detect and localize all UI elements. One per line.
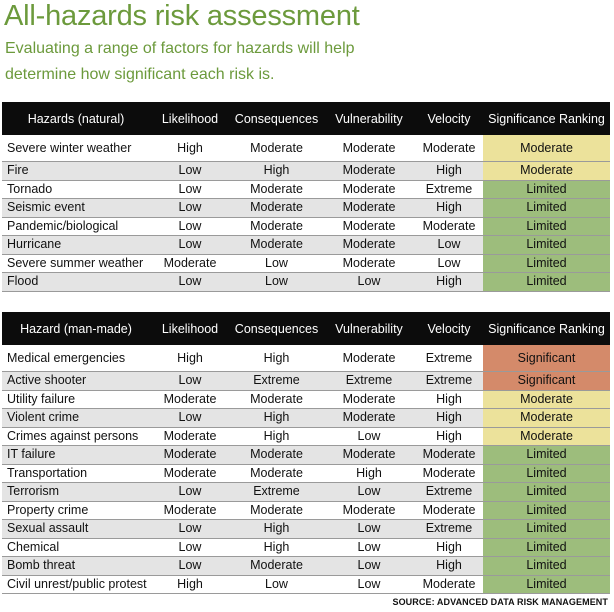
cell-velocity: High: [415, 409, 483, 428]
table-row: [2, 409, 610, 428]
cell-significance-ranking: Limited: [483, 217, 610, 236]
column-header-consequences: Consequences: [230, 312, 323, 345]
cell-likelihood: Low: [150, 538, 230, 557]
table-row: [2, 236, 610, 255]
cell-likelihood: Low: [150, 217, 230, 236]
cell-vulnerability: Moderate: [323, 135, 415, 162]
source-credit: SOURCE: ADVANCED DATA RISK MANAGEMENT: [392, 597, 608, 607]
cell-hazard: Active shooter: [2, 372, 150, 391]
column-header-vulnerability: Vulnerability: [323, 312, 415, 345]
cell-vulnerability: Low: [323, 483, 415, 502]
table-row: [2, 520, 610, 539]
table-row: [2, 557, 610, 576]
cell-vulnerability: Moderate: [323, 446, 415, 465]
column-header-vulnerability: Vulnerability: [323, 102, 415, 135]
cell-velocity: Moderate: [415, 501, 483, 520]
cell-significance-ranking: Limited: [483, 236, 610, 255]
column-header-velocity: Velocity: [415, 312, 483, 345]
cell-vulnerability: Moderate: [323, 180, 415, 199]
cell-hazard: Seismic event: [2, 199, 150, 218]
table-row: [2, 446, 610, 465]
cell-velocity: Extreme: [415, 180, 483, 199]
cell-likelihood: Moderate: [150, 501, 230, 520]
cell-velocity: High: [415, 390, 483, 409]
cell-velocity: Extreme: [415, 345, 483, 372]
table-row: [2, 199, 610, 218]
cell-consequences: Extreme: [230, 483, 323, 502]
cell-likelihood: Moderate: [150, 446, 230, 465]
cell-consequences: High: [230, 409, 323, 428]
cell-hazard: Civil unrest/public protest: [2, 575, 150, 594]
cell-vulnerability: Moderate: [323, 162, 415, 181]
cell-likelihood: High: [150, 135, 230, 162]
cell-velocity: High: [415, 557, 483, 576]
cell-velocity: Extreme: [415, 372, 483, 391]
table-row: [2, 390, 610, 409]
cell-vulnerability: Moderate: [323, 254, 415, 273]
cell-hazard: Medical emergencies: [2, 345, 150, 372]
cell-hazard: Fire: [2, 162, 150, 181]
cell-vulnerability: Extreme: [323, 372, 415, 391]
cell-consequences: Moderate: [230, 390, 323, 409]
cell-vulnerability: Low: [323, 538, 415, 557]
cell-velocity: Extreme: [415, 520, 483, 539]
cell-hazard: IT failure: [2, 446, 150, 465]
cell-significance-ranking: Limited: [483, 483, 610, 502]
cell-vulnerability: Moderate: [323, 345, 415, 372]
cell-consequences: Moderate: [230, 464, 323, 483]
cell-significance-ranking: Moderate: [483, 390, 610, 409]
cell-likelihood: Moderate: [150, 390, 230, 409]
cell-velocity: High: [415, 427, 483, 446]
cell-hazard: Severe winter weather: [2, 135, 150, 162]
cell-consequences: Extreme: [230, 372, 323, 391]
cell-likelihood: Low: [150, 199, 230, 218]
column-header-hazard: Hazard (man-made): [2, 312, 150, 345]
table-row: [2, 180, 610, 199]
table-row: [2, 501, 610, 520]
cell-vulnerability: Moderate: [323, 217, 415, 236]
cell-likelihood: Low: [150, 372, 230, 391]
cell-significance-ranking: Limited: [483, 575, 610, 594]
cell-consequences: Moderate: [230, 236, 323, 255]
cell-significance-ranking: Significant: [483, 345, 610, 372]
cell-significance-ranking: Significant: [483, 372, 610, 391]
cell-velocity: Low: [415, 254, 483, 273]
cell-vulnerability: Low: [323, 557, 415, 576]
cell-vulnerability: Moderate: [323, 501, 415, 520]
cell-velocity: Low: [415, 236, 483, 255]
cell-vulnerability: High: [323, 464, 415, 483]
cell-consequences: Low: [230, 254, 323, 273]
table-row: [2, 372, 610, 391]
cell-vulnerability: Moderate: [323, 236, 415, 255]
cell-hazard: Hurricane: [2, 236, 150, 255]
cell-significance-ranking: Limited: [483, 273, 610, 292]
cell-significance-ranking: Limited: [483, 199, 610, 218]
subtitle-line-2: determine how significant each risk is.: [5, 66, 275, 83]
cell-velocity: Moderate: [415, 575, 483, 594]
cell-vulnerability: Low: [323, 520, 415, 539]
cell-significance-ranking: Moderate: [483, 135, 610, 162]
column-header-significance-ranking: Significance Ranking: [483, 312, 610, 345]
cell-consequences: Moderate: [230, 446, 323, 465]
cell-consequences: Moderate: [230, 135, 323, 162]
cell-likelihood: Moderate: [150, 427, 230, 446]
cell-likelihood: Low: [150, 409, 230, 428]
table-row: [2, 135, 610, 162]
natural-hazards-table: [2, 102, 610, 292]
cell-velocity: Moderate: [415, 217, 483, 236]
cell-velocity: Moderate: [415, 464, 483, 483]
cell-hazard: Tornado: [2, 180, 150, 199]
cell-likelihood: Low: [150, 520, 230, 539]
manmade-hazards-table: [2, 312, 610, 594]
cell-consequences: Low: [230, 575, 323, 594]
table-row: [2, 427, 610, 446]
cell-vulnerability: Low: [323, 575, 415, 594]
cell-vulnerability: Moderate: [323, 199, 415, 218]
cell-hazard: Transportation: [2, 464, 150, 483]
cell-likelihood: Low: [150, 273, 230, 292]
cell-consequences: Moderate: [230, 199, 323, 218]
cell-significance-ranking: Limited: [483, 538, 610, 557]
cell-velocity: High: [415, 162, 483, 181]
cell-likelihood: Low: [150, 557, 230, 576]
table-row: [2, 483, 610, 502]
cell-hazard: Pandemic/biological: [2, 217, 150, 236]
cell-vulnerability: Low: [323, 273, 415, 292]
cell-likelihood: High: [150, 345, 230, 372]
cell-hazard: Bomb threat: [2, 557, 150, 576]
cell-consequences: Moderate: [230, 217, 323, 236]
cell-consequences: Low: [230, 273, 323, 292]
cell-consequences: High: [230, 345, 323, 372]
cell-vulnerability: Low: [323, 427, 415, 446]
cell-significance-ranking: Limited: [483, 254, 610, 273]
cell-likelihood: Moderate: [150, 464, 230, 483]
page-title: All-hazards risk assessment: [4, 0, 360, 32]
table-row: [2, 273, 610, 292]
cell-velocity: Extreme: [415, 483, 483, 502]
table-row: [2, 538, 610, 557]
column-header-significance-ranking: Significance Ranking: [483, 102, 610, 135]
cell-likelihood: Low: [150, 483, 230, 502]
table-row: [2, 464, 610, 483]
cell-significance-ranking: Limited: [483, 501, 610, 520]
cell-significance-ranking: Limited: [483, 180, 610, 199]
column-header-hazard: Hazards (natural): [2, 102, 150, 135]
cell-hazard: Utility failure: [2, 390, 150, 409]
cell-consequences: High: [230, 538, 323, 557]
cell-significance-ranking: Limited: [483, 446, 610, 465]
cell-significance-ranking: Moderate: [483, 162, 610, 181]
cell-likelihood: Low: [150, 236, 230, 255]
cell-hazard: Crimes against persons: [2, 427, 150, 446]
column-header-likelihood: Likelihood: [150, 312, 230, 345]
cell-significance-ranking: Limited: [483, 557, 610, 576]
cell-significance-ranking: Moderate: [483, 427, 610, 446]
column-header-likelihood: Likelihood: [150, 102, 230, 135]
cell-hazard: Terrorism: [2, 483, 150, 502]
cell-consequences: Moderate: [230, 501, 323, 520]
cell-consequences: High: [230, 427, 323, 446]
cell-velocity: Moderate: [415, 135, 483, 162]
cell-consequences: High: [230, 162, 323, 181]
cell-hazard: Flood: [2, 273, 150, 292]
cell-hazard: Severe summer weather: [2, 254, 150, 273]
column-header-consequences: Consequences: [230, 102, 323, 135]
cell-likelihood: High: [150, 575, 230, 594]
cell-velocity: High: [415, 199, 483, 218]
cell-velocity: High: [415, 538, 483, 557]
table-header-row: [2, 312, 610, 345]
cell-significance-ranking: Limited: [483, 520, 610, 539]
cell-consequences: High: [230, 520, 323, 539]
table-row: [2, 217, 610, 236]
cell-velocity: Moderate: [415, 446, 483, 465]
cell-vulnerability: Moderate: [323, 409, 415, 428]
cell-likelihood: Low: [150, 180, 230, 199]
cell-likelihood: Low: [150, 162, 230, 181]
cell-significance-ranking: Moderate: [483, 409, 610, 428]
subtitle-line-1: Evaluating a range of factors for hazards will help: [5, 40, 355, 57]
cell-consequences: Moderate: [230, 557, 323, 576]
cell-hazard: Chemical: [2, 538, 150, 557]
cell-hazard: Property crime: [2, 501, 150, 520]
cell-velocity: High: [415, 273, 483, 292]
table-row: [2, 575, 610, 594]
cell-hazard: Sexual assault: [2, 520, 150, 539]
cell-vulnerability: Moderate: [323, 390, 415, 409]
table-row: [2, 345, 610, 372]
table-row: [2, 254, 610, 273]
table-row: [2, 162, 610, 181]
cell-significance-ranking: Limited: [483, 464, 610, 483]
cell-hazard: Violent crime: [2, 409, 150, 428]
cell-consequences: Moderate: [230, 180, 323, 199]
table-header-row: [2, 102, 610, 135]
column-header-velocity: Velocity: [415, 102, 483, 135]
cell-likelihood: Moderate: [150, 254, 230, 273]
